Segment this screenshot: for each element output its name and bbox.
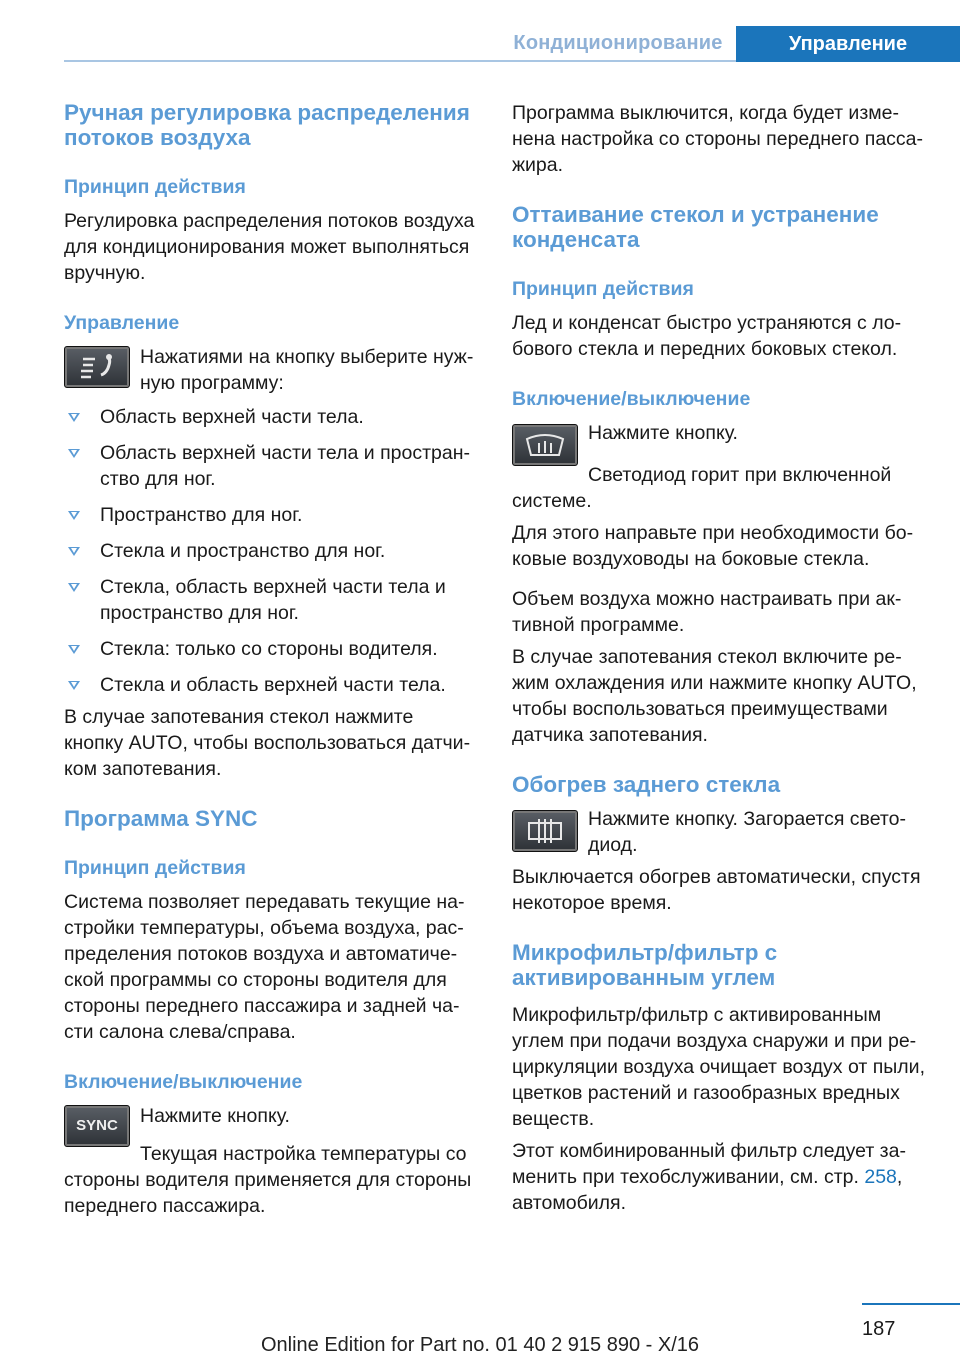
- paragraph-press: Нажмите кнопку.: [588, 422, 738, 444]
- defrost-button-row: [512, 420, 930, 462]
- heading-control: Управление: [64, 312, 180, 334]
- paragraph-press: Нажмите кнопку.: [140, 1105, 290, 1127]
- triangle-bullet-icon: [68, 511, 80, 520]
- footer-rule: [862, 1303, 960, 1305]
- right-column: [512, 100, 930, 1222]
- heading-manual-airflow: Ручная регулировка распределения потоков воздуха: [64, 100, 470, 150]
- heading-on-off: Включение/выключение: [512, 388, 751, 410]
- heading-principle: Принцип действия: [512, 278, 694, 300]
- paragraph-rear-auto: Выключается обогрев автоматически, спустя некоторое время.: [512, 866, 921, 914]
- sync-button-row: [64, 1103, 476, 1145]
- paragraph-sync-applied: Текущая настройка температуры со стороны водителя применяется для стороны переднего пассажира.: [64, 1143, 472, 1217]
- triangle-bullet-icon: [68, 583, 80, 592]
- list-item: Стекла: только со стороны водителя.: [64, 636, 476, 662]
- list-item: Стекла, область верхней части тела и пространство для ног.: [64, 574, 476, 626]
- paragraph-manual: Регулировка распределения потоков воздуха для кондиционирования может выполняться вручную.: [64, 210, 475, 284]
- left-column: [64, 100, 476, 1225]
- paragraph-filter: Микрофильтр/фильтр с активированным углем при подачи воздуха снаружи и при рециркуляции воздуха очищает воздух от пыли, цветков растений и газообразных вредных веществ.: [512, 1004, 925, 1130]
- triangle-bullet-icon: [68, 449, 80, 458]
- list-item: Пространство для ног.: [64, 502, 476, 528]
- heading-on-off: Включение/выключение: [64, 1071, 303, 1093]
- heading-rear-window: Обогрев заднего стекла: [512, 772, 781, 797]
- heading-principle: Принцип действия: [64, 857, 246, 879]
- paragraph-filter-change: Этот комбинированный фильтр следует заменить при техобслуживании, см. стр. 258, автомобиля.: [512, 1140, 906, 1214]
- rear-defrost-button-row: [512, 806, 930, 858]
- header-rule: [64, 60, 736, 62]
- header-subsection-tab: Управление: [736, 26, 960, 62]
- windshield-defrost-button-icon: [512, 424, 578, 466]
- paragraph-fog: В случае запотевания стекол нажмите кнопку AUTO, чтобы воспользоваться датчиком запотевания.: [64, 706, 471, 780]
- paragraph-rear-press: Нажмите кнопку. Загорается светодиод.: [588, 808, 906, 856]
- header-section-tab: Кондиционирование: [513, 32, 723, 54]
- heading-principle: Принцип действия: [64, 176, 246, 198]
- page-number: 187: [862, 1318, 896, 1340]
- list-item: Область верхней части тела.: [64, 404, 476, 430]
- paragraph-defrost: Лед и конденсат быстро устраняются с лобового стекла и передних боковых стекол.: [512, 312, 902, 360]
- paragraph-press-select: Нажатиями на кнопку выберите нужную программу:: [140, 346, 474, 394]
- sync-button-icon: [64, 1105, 130, 1147]
- paragraph-led: Светодиод горит при включенной системе.: [512, 464, 892, 512]
- page-link[interactable]: 258: [864, 1166, 897, 1188]
- paragraph-fog: В случае запотевания стекол включите режим охлаждения или нажмите кнопку AUTO, чтобы воспользоваться преимуществами датчика запотевания.: [512, 646, 917, 746]
- paragraph-sync: Система позволяет передавать текущие настройки температуры, объема воздуха, распределения потоков воздуха и автоматической программы со стороны водителя для стороны переднего пассажира и задней части салона слева/справа.: [64, 891, 465, 1043]
- list-item: Стекла и пространство для ног.: [64, 538, 476, 564]
- heading-defrost: Оттаивание стекол и устранение конденсата: [512, 202, 879, 252]
- footer-edition: Online Edition for Part no. 01 40 2 915 890 - X/16: [260, 1334, 700, 1356]
- airflow-distribution-button-icon: [64, 346, 130, 388]
- triangle-bullet-icon: [68, 547, 80, 556]
- triangle-bullet-icon: [68, 681, 80, 690]
- airflow-button-row: [64, 344, 476, 396]
- list-item: Область верхней части тела и пространство для ног.: [64, 440, 476, 492]
- program-list: [64, 404, 476, 698]
- triangle-bullet-icon: [68, 645, 80, 654]
- paragraph-volume: Объем воздуха можно настраивать при активной программе.: [512, 588, 902, 636]
- heading-filter: Микрофильтр/фильтр с активированным углем: [512, 940, 778, 990]
- rear-window-heating-button-icon: [512, 810, 578, 852]
- heading-sync: Программа SYNC: [64, 806, 258, 831]
- paragraph-side-vents: Для этого направьте при необходимости боковые воздуховоды на боковые стекла.: [512, 522, 914, 570]
- paragraph-sync-off: Программа выключится, когда будет изменена настройка со стороны переднего пассажира.: [512, 102, 924, 176]
- sync-button-label: SYNC: [76, 1117, 118, 1134]
- list-item: Стекла и область верхней части тела.: [64, 672, 476, 698]
- triangle-bullet-icon: [68, 413, 80, 422]
